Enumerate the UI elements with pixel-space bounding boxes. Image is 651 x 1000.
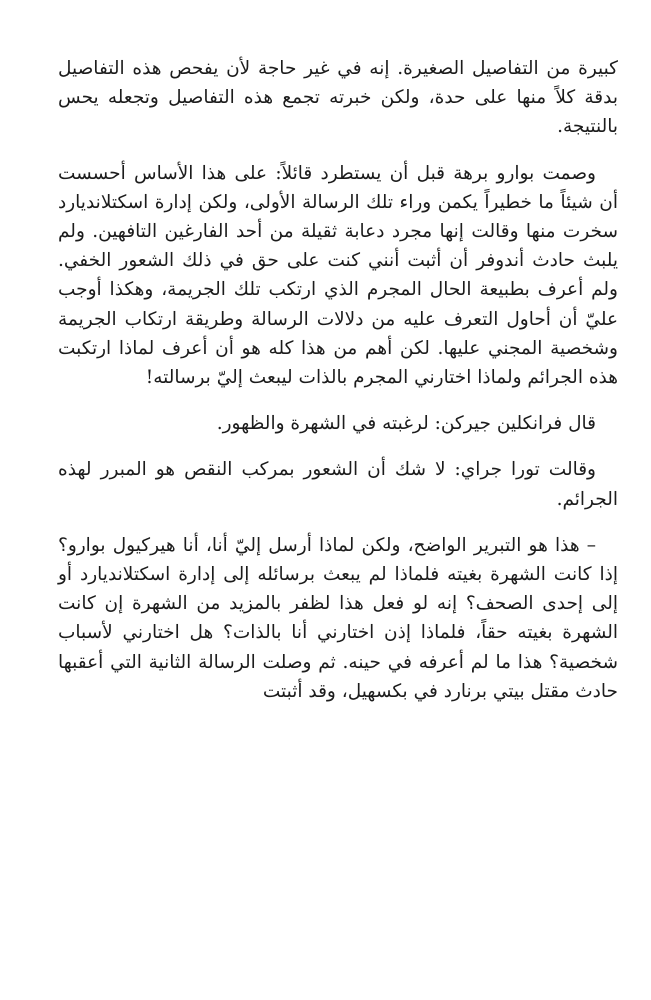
paragraph-5: – هذا هو التبرير الواضح، ولكن لماذا أرسل إليّ أنا، أنا هيركيول بوارو؟ إذا كانت الشهرة بغيته فلماذا لم يبعث برسائله إلى إدارة اسكتلانديارد أو إلى إحدى الصحف؟ إنه لو فعل هذا لظفر بالمزيد من الشهرة إن كانت الشهرة بغيته حقاً، فلماذا إذن اختارني أنا بالذات؟ هل اختارني لأسباب شخصية؟ هذا ما لم أعرفه في حينه. ثم وصلت الرسالة الثانية التي أعقبها حادث مقتل بيتي برنارد في بكسهيل، وقد أثبتت	[58, 534, 618, 702]
paragraph-4: وقالت تورا جراي: لا شك أن الشعور بمركب النقص هو المبرر لهذه الجرائم.	[58, 459, 618, 510]
book-page	[58, 54, 618, 706]
paragraph-2: وصمت بوارو برهة قبل أن يستطرد قائلاً: على هذا الأساس أحسست أن شيئاً ما خطيراً يكمن وراء تلك الرسالة الأولى، ولكن إدارة اسكتلانديارد سخرت منها وقالت إنها مجرد دعابة ثقيلة من أحد الفارغين التافهين. ولم يلبث حادث أندوفر أن أثبت أنني كنت على حق في ذلك الشعور الخفي. ولم أعرف بطبيعة الحال المجرم الذي ارتكب تلك الجريمة، وهكذا أوجب عليّ أن أحاول التعرف عليه من دلالات الرسالة وطريقة ارتكاب الجريمة وشخصية المجني عليها. لكن أهم من هذا كله هو أن أعرف لماذا ارتكبت هذه الجرائم ولماذا اختارني المجرم بالذات ليبعث إليّ برسالته!	[58, 162, 618, 389]
paragraph-1: كبيرة من التفاصيل الصغيرة. إنه في غير حاجة لأن يفحص هذه التفاصيل بدقة كلاً منها على حدة، ولكن خبرته تجمع هذه التفاصيل وتجعله يحس بالنتيجة.	[58, 58, 618, 138]
paragraph-3: قال فرانكلين جيركن: لرغبته في الشهرة والظهور.	[216, 413, 596, 435]
